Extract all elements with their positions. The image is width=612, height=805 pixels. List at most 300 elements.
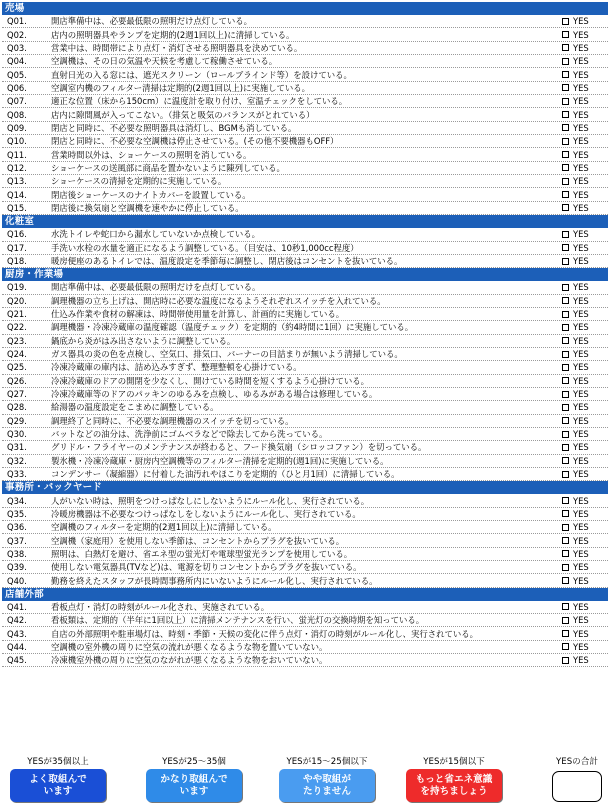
yes-label: YES: [573, 655, 589, 666]
checklist-row: [2, 202, 608, 215]
checklist-row: [2, 574, 608, 587]
question-number: Q16.: [7, 229, 27, 240]
rank-badge: [146, 769, 242, 802]
checklist-row: [2, 82, 608, 95]
yes-check[interactable]: [562, 429, 608, 439]
question-number: Q06.: [7, 82, 27, 93]
question-text: 空調機は、その日の気温や天候を考慮して稼働させている。: [51, 56, 278, 67]
question-text: 冷凍冷蔵庫の庫内は、詰め込みすぎず、整理整頓を心掛けている。: [51, 362, 302, 373]
question-text: 調理機器の立ち上げは、開店時に必要な温度になるようそれぞれスイッチを入れている。: [51, 295, 386, 306]
rank-criteria: YESが35個以上: [27, 757, 89, 767]
yes-label: YES: [573, 601, 589, 612]
yes-label: YES: [573, 575, 589, 586]
yes-label: YES: [573, 442, 589, 453]
checkbox-icon[interactable]: [562, 164, 569, 171]
checkbox-icon[interactable]: [562, 564, 569, 571]
yes-label: YES: [573, 548, 589, 559]
checkbox-icon[interactable]: [562, 630, 569, 637]
checklist-row: [2, 561, 608, 574]
yes-label: YES: [573, 256, 589, 267]
question-text: 調理終了と同時に、不必要な調理機器のスイッチを切っている。: [51, 415, 294, 426]
checkbox-icon[interactable]: [562, 204, 569, 211]
question-number: Q34.: [7, 495, 27, 506]
question-text: 直射日光の入る窓には、遮光スクリーン（ロールブラインド等）を設けている。: [51, 69, 352, 80]
section-header: 化粧室: [2, 215, 608, 228]
question-text: ショーケースの清掃を定期的に実施している。: [51, 176, 227, 187]
yes-label: YES: [573, 362, 589, 373]
checkbox-icon[interactable]: [562, 643, 569, 650]
question-text: 店内の照明器具やランプを定期的(2週1回以上)に清掃している。: [51, 29, 295, 40]
yes-check[interactable]: [562, 496, 608, 506]
checklist-row: [2, 321, 608, 334]
checklist-row: [2, 15, 608, 28]
yes-check[interactable]: [562, 602, 608, 612]
question-number: Q36.: [7, 522, 27, 533]
checkbox-icon[interactable]: [562, 457, 569, 464]
yes-label: YES: [573, 375, 589, 386]
yes-label: YES: [573, 295, 589, 306]
question-number: Q35.: [7, 508, 27, 519]
yes-label: YES: [573, 402, 589, 413]
yes-check[interactable]: [562, 576, 608, 586]
checkbox-icon[interactable]: [562, 244, 569, 251]
checklist-row: [2, 428, 608, 441]
yes-check[interactable]: [562, 43, 608, 53]
question-number: Q15.: [7, 202, 27, 213]
yes-check[interactable]: [562, 243, 608, 253]
question-text: 鍋底から炎がはみ出さないように調整している。: [51, 335, 236, 346]
checkbox-icon[interactable]: [562, 377, 569, 384]
checkbox-icon[interactable]: [562, 44, 569, 51]
yes-label: YES: [573, 429, 589, 440]
rank-message-line1: もっと省エネ意識: [415, 773, 493, 785]
yes-label: YES: [573, 282, 589, 293]
checklist-row: [2, 175, 608, 188]
yes-check[interactable]: [562, 322, 608, 332]
checklist-sections: [2, 2, 608, 667]
checklist-row: [2, 614, 608, 627]
yes-check[interactable]: [562, 562, 608, 572]
yes-check[interactable]: [562, 456, 608, 466]
yes-label: YES: [573, 176, 589, 187]
question-number: Q38.: [7, 548, 27, 559]
checkbox-icon[interactable]: [562, 231, 569, 238]
checklist-row: [2, 508, 608, 521]
checklist-row: [2, 601, 608, 614]
question-text: 看板類は、定期的（半年に1回以上）に清掃メンテナンスを行い、蛍光灯の交換時期を知っている。: [51, 615, 425, 626]
checkbox-icon[interactable]: [562, 537, 569, 544]
question-number: Q42.: [7, 615, 27, 626]
checkbox-icon[interactable]: [562, 404, 569, 411]
yes-label: YES: [573, 335, 589, 346]
checkbox-icon[interactable]: [562, 337, 569, 344]
checkbox-icon[interactable]: [562, 617, 569, 624]
question-text: 仕込み作業や食材の解凍は、時間帯使用量を計算し、計画的に実施している。: [51, 309, 345, 320]
question-number: Q32.: [7, 455, 27, 466]
question-number: Q43.: [7, 628, 27, 639]
question-number: Q40.: [7, 575, 27, 586]
rank-poor: [406, 756, 502, 802]
checkbox-icon[interactable]: [562, 324, 569, 331]
question-text: 製氷機・冷凍冷蔵庫・厨房内空調機等のフィルター清掃を定期的(週1回)に実施している。: [51, 455, 389, 466]
yes-label: YES: [573, 56, 589, 67]
question-number: Q30.: [7, 429, 27, 440]
yes-check[interactable]: [562, 416, 608, 426]
question-text: 閉店後に換気扇と空調機を速やかに停止している。: [51, 202, 244, 213]
checkbox-icon[interactable]: [562, 391, 569, 398]
question-number: Q02.: [7, 29, 27, 40]
checkbox-icon[interactable]: [562, 258, 569, 265]
checklist-row: [2, 375, 608, 388]
checkbox-icon[interactable]: [562, 431, 569, 438]
yes-check[interactable]: [562, 442, 608, 452]
yes-check[interactable]: [562, 469, 608, 479]
yes-total-field[interactable]: [552, 771, 602, 802]
checklist-row: [2, 415, 608, 428]
question-number: Q04.: [7, 56, 27, 67]
question-number: Q28.: [7, 402, 27, 413]
checkbox-icon[interactable]: [562, 524, 569, 531]
question-text: 冷暖房機器は不必要なつけっぱなしをしないようにルール化し、実行されている。: [51, 508, 361, 519]
yes-label: YES: [573, 322, 589, 333]
yes-check[interactable]: [562, 402, 608, 412]
question-number: Q20.: [7, 295, 27, 306]
checklist-row: [2, 641, 608, 654]
yes-check[interactable]: [562, 629, 608, 639]
question-text: 自店の外部照明や駐車場灯は、時刻・季節・天候の変化に伴う点灯・消灯の時刻がルール化し、実行されている。: [51, 628, 478, 639]
rank-criteria: YESが25～35個: [162, 757, 226, 767]
checkbox-icon[interactable]: [562, 138, 569, 145]
checklist-row: [2, 135, 608, 148]
rank-badge: [279, 769, 375, 802]
yes-label: YES: [573, 628, 589, 639]
yes-check[interactable]: [562, 256, 608, 266]
question-text: 看板点灯・消灯の時刻がルール化され、実施されている。: [51, 601, 270, 612]
checkbox-icon[interactable]: [562, 284, 569, 291]
section-header: 事務所・バックヤード: [2, 481, 608, 494]
yes-check[interactable]: [562, 536, 608, 546]
question-text: 閉店後ショーケースのナイトカバーを設置している。: [51, 189, 251, 200]
yes-check[interactable]: [562, 336, 608, 346]
question-number: Q23.: [7, 335, 27, 346]
checkbox-icon[interactable]: [562, 84, 569, 91]
checklist-row: [2, 162, 608, 175]
checkbox-icon[interactable]: [562, 471, 569, 478]
checklist-row: [2, 627, 608, 640]
question-text: 冷凍冷蔵庫のドアの開閉を少なくし、開けている時間を短くするよう心掛けている。: [51, 375, 369, 386]
checklist-row: [2, 468, 608, 481]
checklist-row: [2, 122, 608, 135]
question-number: Q37.: [7, 535, 27, 546]
question-text: コンデンサー（凝縮器）に付着した油汚れやほこりを定期的（ひと月1回）に清掃している。: [51, 469, 400, 480]
yes-label: YES: [573, 82, 589, 93]
yes-label: YES: [573, 122, 589, 133]
checklist-row: [2, 361, 608, 374]
question-number: Q03.: [7, 42, 27, 53]
question-text: 暖房便座のあるトイレでは、温度設定を季節毎に調整し、閉店後はコンセントを抜いている。: [51, 256, 403, 267]
yes-label: YES: [573, 349, 589, 360]
checklist-row: [2, 388, 608, 401]
checkbox-icon[interactable]: [562, 191, 569, 198]
checklist-row: [2, 281, 608, 294]
checklist-row: [2, 28, 608, 41]
question-number: Q14.: [7, 189, 27, 200]
checkbox-icon[interactable]: [562, 510, 569, 517]
checkbox-icon[interactable]: [562, 98, 569, 105]
yes-label: YES: [573, 641, 589, 652]
checkbox-icon[interactable]: [562, 151, 569, 158]
question-text: 空調機のフィルターを定期的(2週1回以上)に清掃している。: [51, 522, 277, 533]
question-number: Q27.: [7, 389, 27, 400]
yes-label: YES: [573, 455, 589, 466]
question-number: Q12.: [7, 162, 27, 173]
rank-excellent: [10, 756, 106, 802]
yes-label: YES: [573, 136, 589, 147]
checkbox-icon[interactable]: [562, 58, 569, 65]
question-number: Q41.: [7, 601, 27, 612]
question-text: 使用しない電気器具(TVなど)は、電源を切りコンセントからプラグを抜いている。: [51, 562, 362, 573]
checklist-row: [2, 255, 608, 268]
question-text: 閉店と同時に、不必要な照明器具は消灯し、BGMも消している。: [51, 122, 297, 133]
question-number: Q25.: [7, 362, 27, 373]
checkbox-icon[interactable]: [562, 603, 569, 610]
yes-label: YES: [573, 615, 589, 626]
yes-label: YES: [573, 42, 589, 53]
question-number: Q44.: [7, 641, 27, 652]
yes-check[interactable]: [562, 16, 608, 26]
rank-criteria: YESが15個以下: [423, 757, 485, 767]
yes-check[interactable]: [562, 83, 608, 93]
checkbox-icon[interactable]: [562, 178, 569, 185]
question-number: Q45.: [7, 655, 27, 666]
checkbox-icon[interactable]: [562, 364, 569, 371]
yes-check[interactable]: [562, 176, 608, 186]
rank-fair: [279, 756, 375, 802]
yes-check[interactable]: [562, 642, 608, 652]
question-text: 閉店と同時に、不必要な空調機は停止させている。(その他不要機器もOFF）: [51, 136, 339, 147]
checklist-row: [2, 228, 608, 241]
yes-label: YES: [573, 508, 589, 519]
checkbox-icon[interactable]: [562, 577, 569, 584]
checklist-sheet: [2, 0, 608, 797]
rank-message-line2: たりません: [303, 785, 351, 797]
question-number: Q31.: [7, 442, 27, 453]
section-header: 店舗外部: [2, 588, 608, 601]
yes-label: YES: [573, 522, 589, 533]
question-number: Q10.: [7, 136, 27, 147]
checkbox-icon[interactable]: [562, 417, 569, 424]
yes-check[interactable]: [562, 110, 608, 120]
yes-label: YES: [573, 96, 589, 107]
question-text: グリドル・フライヤーのメンテナンスが終わると、フード換気扇（シロッコファン）を切っている。: [51, 442, 427, 453]
rank-message-line1: よく取組んで: [29, 773, 87, 785]
rank-badge: [406, 769, 502, 802]
question-text: 空調機（家庭用）を使用しない季節は、コンセントからプラグを抜いている。: [51, 535, 345, 546]
yes-label: YES: [573, 535, 589, 546]
checkbox-icon[interactable]: [562, 18, 569, 25]
question-number: Q39.: [7, 562, 27, 573]
yes-label: YES: [573, 109, 589, 120]
question-number: Q29.: [7, 415, 27, 426]
checklist-row: [2, 335, 608, 348]
rank-good: [146, 756, 242, 802]
question-text: 勤務を終えたスタッフが長時間事務所内にいないようにルール化し、実行されている。: [51, 575, 378, 586]
yes-check[interactable]: [562, 203, 608, 213]
checklist-row: [2, 42, 608, 55]
rank-badge: [10, 769, 106, 802]
question-text: 空調室内機のフィルター清掃は定期的(2週1回以上)に実施している。: [51, 82, 311, 93]
question-number: Q26.: [7, 375, 27, 386]
yes-check[interactable]: [562, 349, 608, 359]
question-number: Q09.: [7, 122, 27, 133]
yes-check[interactable]: [562, 56, 608, 66]
rank-message-line2: を持ちましょう: [420, 785, 488, 797]
yes-label: YES: [573, 189, 589, 200]
checklist-row: [2, 654, 608, 667]
question-text: 調理機器・冷凍冷蔵庫の温度確認（温度チェック）を定期的（約4時間に1回）に実施している。: [51, 322, 414, 333]
checkbox-icon[interactable]: [562, 124, 569, 131]
yes-check[interactable]: [562, 296, 608, 306]
question-text: 開店準備中は、必要最低限の照明だけ点灯している。: [51, 16, 252, 27]
checklist-row: [2, 188, 608, 201]
question-number: Q17.: [7, 242, 27, 253]
question-number: Q22.: [7, 322, 27, 333]
yes-label: YES: [573, 495, 589, 506]
question-number: Q18.: [7, 256, 27, 267]
checklist-row: [2, 441, 608, 454]
yes-check[interactable]: [562, 96, 608, 106]
question-number: Q19.: [7, 282, 27, 293]
checkbox-icon[interactable]: [562, 111, 569, 118]
yes-label: YES: [573, 202, 589, 213]
yes-label: YES: [573, 415, 589, 426]
question-number: Q21.: [7, 309, 27, 320]
yes-total: [550, 756, 604, 802]
yes-check[interactable]: [562, 509, 608, 519]
rank-criteria: YESが15～25個以下: [286, 757, 368, 767]
question-text: 照明は、白熱灯を避け、省エネ型の蛍光灯や電球型蛍光ランプを使用している。: [51, 548, 353, 559]
question-number: Q08.: [7, 109, 27, 120]
rank-message-line2: います: [43, 785, 73, 797]
checkbox-icon[interactable]: [562, 297, 569, 304]
yes-check[interactable]: [562, 70, 608, 80]
yes-check[interactable]: [562, 309, 608, 319]
checklist-row: [2, 455, 608, 468]
yes-check[interactable]: [562, 522, 608, 532]
question-number: Q24.: [7, 349, 27, 360]
question-text: 店内に隙間風が入ってこない。（排気と吸気のバランスがとれている）: [51, 109, 315, 120]
rank-message-line2: います: [179, 785, 209, 797]
question-number: Q11.: [7, 149, 27, 160]
checkbox-icon[interactable]: [562, 497, 569, 504]
checklist-row: [2, 148, 608, 161]
question-text: 水洗トイレや蛇口から漏水していないか点検している。: [51, 229, 260, 240]
yes-label: YES: [573, 242, 589, 253]
question-text: 給湯器の温度設定をこまめに調整している。: [51, 402, 219, 413]
yes-check[interactable]: [562, 190, 608, 200]
checklist-row: [2, 295, 608, 308]
checklist-row: [2, 68, 608, 81]
yes-check[interactable]: [562, 229, 608, 239]
yes-label: YES: [573, 16, 589, 27]
question-text: 適正な位置（床から150cm）に温度計を取り付け、室温チェックをしている。: [51, 96, 348, 107]
yes-check[interactable]: [562, 30, 608, 40]
checklist-row: [2, 548, 608, 561]
question-text: 開店準備中は、必要最低限の照明だけを点灯している。: [51, 282, 261, 293]
score-legend: [2, 756, 608, 804]
yes-check[interactable]: [562, 136, 608, 146]
yes-label: YES: [573, 69, 589, 80]
yes-label: YES: [573, 562, 589, 573]
yes-check[interactable]: [562, 150, 608, 160]
yes-check[interactable]: [562, 389, 608, 399]
checkbox-icon[interactable]: [562, 657, 569, 664]
checkbox-icon[interactable]: [562, 444, 569, 451]
yes-check[interactable]: [562, 376, 608, 386]
checklist-row: [2, 494, 608, 507]
rank-message-line1: かなり取組んで: [160, 773, 228, 785]
yes-label: YES: [573, 389, 589, 400]
question-number: Q13.: [7, 176, 27, 187]
question-text: 営業中は、時間帯により点灯・消灯させる照明器具を決めている。: [51, 42, 303, 53]
yes-label: YES: [573, 469, 589, 480]
checkbox-icon[interactable]: [562, 351, 569, 358]
checklist-row: [2, 108, 608, 121]
yes-label: YES: [573, 149, 589, 160]
rank-message-line1: やや取組が: [303, 773, 351, 785]
checklist-row: [2, 521, 608, 534]
question-text: 手洗い水栓の水量を適正になるよう調整している。（目安は、10秒1,000cc程度）: [51, 242, 359, 253]
question-text: ガス器具の炎の色を点検し、空気口、排気口、バーナーの目詰まりが無いよう清掃している。: [51, 349, 403, 360]
checklist-row: [2, 308, 608, 321]
yes-check[interactable]: [562, 655, 608, 665]
yes-check[interactable]: [562, 362, 608, 372]
question-text: 冷凍機室外機の周りに空気のながれが悪くなるような物をおいていない。: [51, 655, 328, 666]
question-number: Q01.: [7, 16, 27, 27]
question-text: 営業時間以外は、ショーケースの照明を消している。: [51, 149, 252, 160]
checklist-row: [2, 534, 608, 547]
yes-label: YES: [573, 229, 589, 240]
checkbox-icon[interactable]: [562, 71, 569, 78]
question-text: 冷凍冷蔵庫等のドアのパッキンのゆるみを点検し、ゆるみがある場合は修理している。: [51, 389, 378, 400]
question-number: Q33.: [7, 469, 27, 480]
checkbox-icon[interactable]: [562, 31, 569, 38]
yes-check[interactable]: [562, 282, 608, 292]
checklist-row: [2, 242, 608, 255]
checkbox-icon[interactable]: [562, 550, 569, 557]
question-text: 人がいない時は、照明をつけっぱなしにしないようにルール化し、実行されている。: [51, 495, 370, 506]
question-text: バットなどの油分は、洗浄前にゴムベラなどで除去してから洗っている。: [51, 429, 328, 440]
yes-label: YES: [573, 309, 589, 320]
question-text: 空調機の室外機の周りに空気の流れが悪くなるような物を置いていない。: [51, 641, 328, 652]
yes-check[interactable]: [562, 549, 608, 559]
question-number: Q05.: [7, 69, 27, 80]
section-header: 売場: [2, 2, 608, 15]
checklist-row: [2, 401, 608, 414]
yes-check[interactable]: [562, 163, 608, 173]
yes-label: YES: [573, 162, 589, 173]
yes-total-label: YESの合計: [556, 757, 598, 767]
checklist-row: [2, 55, 608, 68]
yes-label: YES: [573, 29, 589, 40]
question-text: ショーケースの送風部に商品を置かないように陳列している。: [51, 162, 285, 173]
checklist-row: [2, 348, 608, 361]
yes-check[interactable]: [562, 123, 608, 133]
checkbox-icon[interactable]: [562, 311, 569, 318]
checklist-row: [2, 95, 608, 108]
yes-check[interactable]: [562, 615, 608, 625]
section-header: 厨房・作業場: [2, 268, 608, 281]
